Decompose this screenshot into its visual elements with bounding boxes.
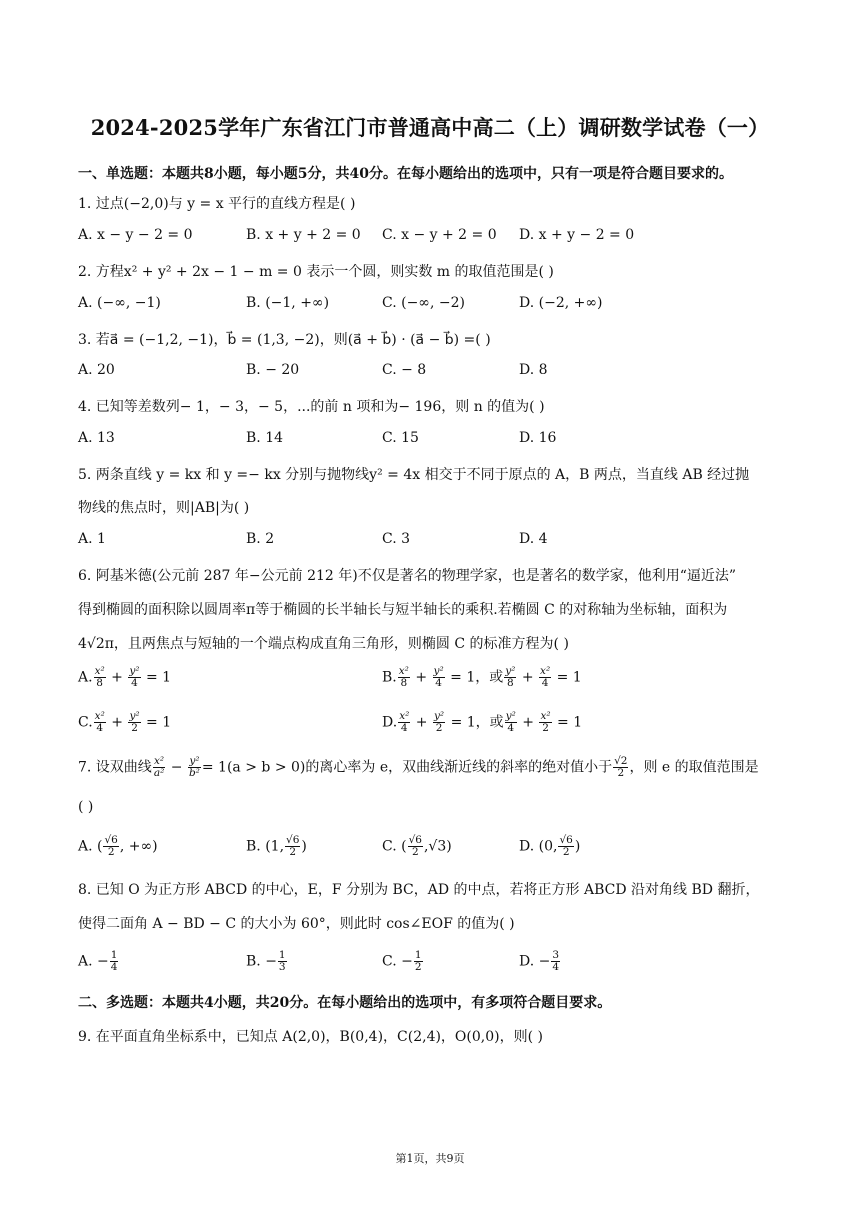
q2-option-b: B. (−1, +∞) xyxy=(246,295,330,311)
q1-option-a: A. x − y − 2 = 0 xyxy=(78,227,193,243)
q6-option-b: B. $\frac{\text{x²}}{8}$ + $\frac{\text{y²}}{4}$ = 1，或 $\frac{\text{y²}}{8}$ + $\frac{\text{x²}}{4}$ = 1 xyxy=(382,665,582,690)
q4-option-a: A. 13 xyxy=(78,430,115,446)
q4-option-b: B. 14 xyxy=(246,430,284,446)
q6-option-d: D. $\frac{\text{x²}}{4}$ + $\frac{\text{y²}}{2}$ = 1，或 $\frac{\text{y²}}{4}$ + $\frac{\text{x²}}{2}$ = 1 xyxy=(382,710,583,735)
q1-option-c: C. x − y + 2 = 0 xyxy=(382,227,497,243)
q3-option-a: A. 20 xyxy=(78,362,115,378)
question-8-stem-line2: 使得二面角 A − BD − C 的大小为 60°，则此时 cos∠EOF 的值为( ) xyxy=(78,916,515,932)
question-4-stem: 4. 已知等差数列− 1，− 3，− 5，...的前 n 项和为− 196，则 n 的值为( ) xyxy=(78,399,545,415)
question-1-stem: 1. 过点(−2,0)与 y = x 平行的直线方程是( ) xyxy=(78,196,356,212)
q3-option-c: C. − 8 xyxy=(382,362,427,378)
question-2-stem: 2. 方程x² + y² + 2x − 1 − m = 0 表示一个圆，则实数 m 的取值范围是( ) xyxy=(78,264,554,280)
q6-option-c: C. $\frac{\text{x²}}{4}$ + $\frac{\text{y²}}{2}$ = 1 xyxy=(78,710,172,735)
q3-option-d: D. 8 xyxy=(519,362,548,378)
q5-option-b: B. 2 xyxy=(246,531,275,547)
q7-option-c: C. ( $\frac{√6}{2}$ ,√3) xyxy=(382,834,452,859)
q1-option-b: B. x + y + 2 = 0 xyxy=(246,227,361,243)
q7-option-a: A. ( $\frac{√6}{2}$ , +∞) xyxy=(78,834,158,859)
q4-option-d: D. 16 xyxy=(519,430,557,446)
q8-option-a: A. − $\frac{1}{4}$ xyxy=(78,949,118,974)
section-single-choice-header: 一、单选题：本题共8小题，每小题5分，共40分。在每小题给出的选项中，只有一项是符合题目要求的。 xyxy=(78,166,733,182)
exam-title: 2024-2025学年广东省江门市普通高中高二（上）调研数学试卷（一） xyxy=(90,115,770,140)
q1-option-d: D. x + y − 2 = 0 xyxy=(519,227,635,243)
q7-option-d: D. (0, $\frac{√6}{2}$ ) xyxy=(519,834,581,859)
question-3-stem: 3. 若a⃗ = (−1,2, −1)，b⃗ = (1,3, −2)，则(a⃗ + b⃗) · (a⃗ − b⃗) =( ) xyxy=(78,332,491,348)
q2-option-d: D. (−2, +∞) xyxy=(519,295,603,311)
question-6-stem-line3: 4√2π，且两焦点与短轴的一个端点构成直角三角形，则椭圆 C 的标准方程为( ) xyxy=(78,636,569,652)
question-5-stem-line2: 物线的焦点时，则|AB|为( ) xyxy=(78,500,250,516)
question-9-stem: 9. 在平面直角坐标系中，已知点 A(2,0)，B(0,4)，C(2,4)，O(0,0)，则( ) xyxy=(78,1029,543,1045)
q3-option-b: B. − 20 xyxy=(246,362,300,378)
q5-option-c: C. 3 xyxy=(382,531,411,547)
page-footer: 第1页，共9页 xyxy=(395,1152,465,1165)
q8-option-d: D. − $\frac{3}{4}$ xyxy=(519,949,560,974)
question-7-stem-line2: ( ) xyxy=(78,799,94,815)
question-8-stem-line1: 8. 已知 O 为正方形 ABCD 的中心，E，F 分别为 BC，AD 的中点，若将正方形 ABCD 沿对角线 BD 翻折， xyxy=(78,882,760,898)
q5-option-a: A. 1 xyxy=(78,531,106,547)
q2-option-c: C. (−∞, −2) xyxy=(382,295,465,311)
section-multiple-choice-header: 二、多选题：本题共4小题，共20分。在每小题给出的选项中，有多项符合题目要求。 xyxy=(78,995,612,1011)
q8-option-c: C. − $\frac{1}{2}$ xyxy=(382,949,422,974)
q2-option-a: A. (−∞, −1) xyxy=(78,295,161,311)
q6-option-a: A. $\frac{\text{x²}}{8}$ + $\frac{\text{y²}}{4}$ = 1 xyxy=(78,665,172,690)
question-5-stem-line1: 5. 两条直线 y = kx 和 y =− kx 分别与抛物线y² = 4x 相交于不同于原点的 A，B 两点，当直线 AB 经过抛 xyxy=(78,467,750,483)
question-7-stem-line1: 7. 设双曲线 $\frac{\text{x²}}{\text{a²}}$ − $\frac{\text{y²}}{\text{b²}}$ = 1(a > b > 0)的离心率为 e，双曲线渐近线的斜率的绝对值小于 $\frac{√2}{2}$ ，则 e 的取值范围是 xyxy=(78,755,759,780)
q5-option-d: D. 4 xyxy=(519,531,548,547)
question-6-stem-line1: 6. 阿基米德(公元前 287 年−公元前 212 年)不仅是著名的物理学家，也是著名的数学家，他利用“逼近法” xyxy=(78,568,737,584)
q4-option-c: C. 15 xyxy=(382,430,419,446)
question-6-stem-line2: 得到椭圆的面积除以圆周率π等于椭圆的长半轴长与短半轴长的乘积.若椭圆 C 的对称轴为坐标轴，面积为 xyxy=(78,602,728,618)
q7-option-b: B. (1, $\frac{√6}{2}$ ) xyxy=(246,834,307,859)
q8-option-b: B. − $\frac{1}{3}$ xyxy=(246,949,286,974)
